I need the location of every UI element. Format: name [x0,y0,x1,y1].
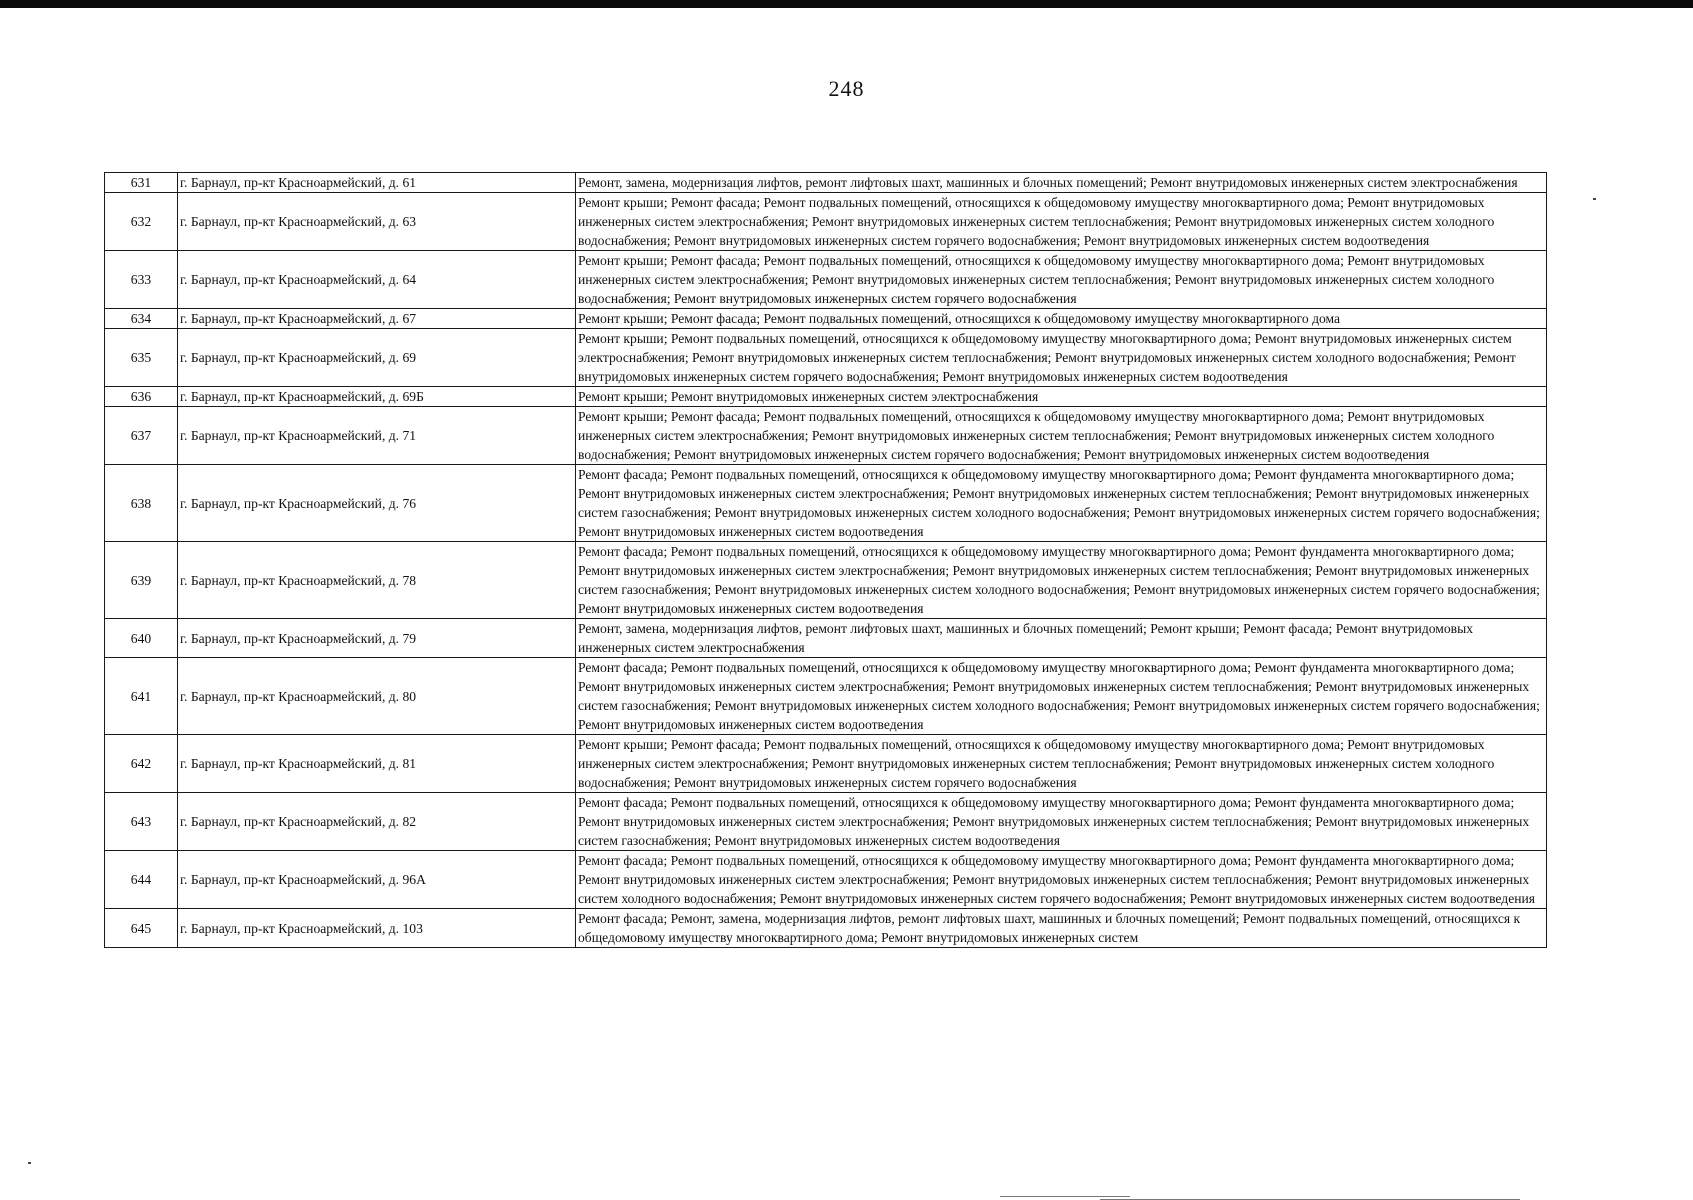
row-works: Ремонт фасада; Ремонт подвальных помещений, относящихся к общедомовому имуществу многоквартирного дома; Ремонт фундамента многоквартирного дома; Ремонт внутридомовых инженерных систем электроснабжения; Ремонт внутридомовых инженерных систем теплоснабжения; Ремонт внутридомовых инженерных систем газоснабжения; Ремонт внутридомовых инженерных систем холодного водоснабжения; Ремонт внутридомовых инженерных систем горячего водоснабжения; Ремонт внутридомовых инженерных систем водоотведения [576,542,1547,619]
scan-speck [28,1162,31,1164]
housing-repair-table [104,172,1547,948]
row-works: Ремонт, замена, модернизация лифтов, ремонт лифтовых шахт, машинных и блочных помещений; Ремонт крыши; Ремонт фасада; Ремонт внутридомовых инженерных систем электроснабжения [576,619,1547,658]
row-works: Ремонт крыши; Ремонт подвальных помещений, относящихся к общедомовому имуществу многоквартирного дома; Ремонт внутридомовых инженерных систем электроснабжения; Ремонт внутридомовых инженерных систем теплоснабжения; Ремонт внутридомовых инженерных систем холодного водоснабжения; Ремонт внутридомовых инженерных систем горячего водоснабжения; Ремонт внутридомовых инженерных систем водоотведения [576,329,1547,387]
row-address: г. Барнаул, пр-кт Красноармейский, д. 71 [178,407,576,465]
table-row [105,193,1547,251]
row-works: Ремонт крыши; Ремонт внутридомовых инженерных систем электроснабжения [576,387,1547,407]
row-works: Ремонт фасада; Ремонт подвальных помещений, относящихся к общедомовому имуществу многоквартирного дома; Ремонт фундамента многоквартирного дома; Ремонт внутридомовых инженерных систем электроснабжения; Ремонт внутридомовых инженерных систем теплоснабжения; Ремонт внутридомовых инженерных систем холодного водоснабжения; Ремонт внутридомовых инженерных систем горячего водоснабжения; Ремонт внутридомовых инженерных систем водоотведения [576,851,1547,909]
table-row [105,173,1547,193]
page-number: 248 [828,76,865,101]
table-row [105,909,1547,948]
row-address: г. Барнаул, пр-кт Красноармейский, д. 82 [178,793,576,851]
scan-top-border [0,0,1693,8]
row-address: г. Барнаул, пр-кт Красноармейский, д. 67 [178,309,576,329]
table-row [105,407,1547,465]
table-row [105,851,1547,909]
row-number: 643 [105,793,178,851]
row-number: 639 [105,542,178,619]
row-works: Ремонт крыши; Ремонт фасада; Ремонт подвальных помещений, относящихся к общедомовому имуществу многоквартирного дома [576,309,1547,329]
row-number: 640 [105,619,178,658]
row-works: Ремонт фасада; Ремонт подвальных помещений, относящихся к общедомовому имуществу многоквартирного дома; Ремонт фундамента многоквартирного дома; Ремонт внутридомовых инженерных систем электроснабжения; Ремонт внутридомовых инженерных систем теплоснабжения; Ремонт внутридомовых инженерных систем газоснабжения; Ремонт внутридомовых инженерных систем холодного водоснабжения; Ремонт внутридомовых инженерных систем горячего водоснабжения; Ремонт внутридомовых инженерных систем водоотведения [576,658,1547,735]
table-row [105,658,1547,735]
table-row [105,735,1547,793]
row-works: Ремонт крыши; Ремонт фасада; Ремонт подвальных помещений, относящихся к общедомовому имуществу многоквартирного дома; Ремонт внутридомовых инженерных систем электроснабжения; Ремонт внутридомовых инженерных систем теплоснабжения; Ремонт внутридомовых инженерных систем холодного водоснабжения; Ремонт внутридомовых инженерных систем горячего водоснабжения [576,735,1547,793]
table-row [105,619,1547,658]
row-address: г. Барнаул, пр-кт Красноармейский, д. 69 [178,329,576,387]
row-number: 644 [105,851,178,909]
row-works: Ремонт крыши; Ремонт фасада; Ремонт подвальных помещений, относящихся к общедомовому имуществу многоквартирного дома; Ремонт внутридомовых инженерных систем электроснабжения; Ремонт внутридомовых инженерных систем теплоснабжения; Ремонт внутридомовых инженерных систем холодного водоснабжения; Ремонт внутридомовых инженерных систем горячего водоснабжения [576,251,1547,309]
row-address: г. Барнаул, пр-кт Красноармейский, д. 96А [178,851,576,909]
row-address: г. Барнаул, пр-кт Красноармейский, д. 64 [178,251,576,309]
row-number: 637 [105,407,178,465]
row-works: Ремонт крыши; Ремонт фасада; Ремонт подвальных помещений, относящихся к общедомовому имуществу многоквартирного дома; Ремонт внутридомовых инженерных систем электроснабжения; Ремонт внутридомовых инженерных систем теплоснабжения; Ремонт внутридомовых инженерных систем холодного водоснабжения; Ремонт внутридомовых инженерных систем горячего водоснабжения; Ремонт внутридомовых инженерных систем водоотведения [576,407,1547,465]
row-number: 636 [105,387,178,407]
row-works: Ремонт фасада; Ремонт подвальных помещений, относящихся к общедомовому имуществу многоквартирного дома; Ремонт фундамента многоквартирного дома; Ремонт внутридомовых инженерных систем электроснабжения; Ремонт внутридомовых инженерных систем теплоснабжения; Ремонт внутридомовых инженерных систем газоснабжения; Ремонт внутридомовых инженерных систем холодного водоснабжения; Ремонт внутридомовых инженерных систем горячего водоснабжения; Ремонт внутридомовых инженерных систем водоотведения [576,465,1547,542]
row-works: Ремонт, замена, модернизация лифтов, ремонт лифтовых шахт, машинных и блочных помещений; Ремонт внутридомовых инженерных систем электроснабжения [576,173,1547,193]
row-works: Ремонт фасада; Ремонт, замена, модернизация лифтов, ремонт лифтовых шахт, машинных и блочных помещений; Ремонт подвальных помещений, относящихся к общедомовому имуществу многоквартирного дома; Ремонт внутридомовых инженерных систем [576,909,1547,948]
row-number: 638 [105,465,178,542]
row-address: г. Барнаул, пр-кт Красноармейский, д. 103 [178,909,576,948]
row-number: 633 [105,251,178,309]
table-row [105,251,1547,309]
table-body [105,173,1547,948]
row-address: г. Барнаул, пр-кт Красноармейский, д. 61 [178,173,576,193]
scan-speck [1593,198,1596,200]
row-number: 642 [105,735,178,793]
row-works: Ремонт крыши; Ремонт фасада; Ремонт подвальных помещений, относящихся к общедомовому имуществу многоквартирного дома; Ремонт внутридомовых инженерных систем электроснабжения; Ремонт внутридомовых инженерных систем теплоснабжения; Ремонт внутридомовых инженерных систем холодного водоснабжения; Ремонт внутридомовых инженерных систем горячего водоснабжения; Ремонт внутридомовых инженерных систем водоотведения [576,193,1547,251]
table-row [105,465,1547,542]
table-row [105,542,1547,619]
row-address: г. Барнаул, пр-кт Красноармейский, д. 80 [178,658,576,735]
row-address: г. Барнаул, пр-кт Красноармейский, д. 78 [178,542,576,619]
row-address: г. Барнаул, пр-кт Красноармейский, д. 63 [178,193,576,251]
row-number: 634 [105,309,178,329]
row-number: 635 [105,329,178,387]
row-number: 641 [105,658,178,735]
row-number: 645 [105,909,178,948]
table-row [105,329,1547,387]
row-address: г. Барнаул, пр-кт Красноармейский, д. 79 [178,619,576,658]
row-address: г. Барнаул, пр-кт Красноармейский, д. 76 [178,465,576,542]
row-address: г. Барнаул, пр-кт Красноармейский, д. 69Б [178,387,576,407]
row-number: 632 [105,193,178,251]
scan-artifact-line [1000,1196,1130,1197]
table-row [105,387,1547,407]
row-works: Ремонт фасада; Ремонт подвальных помещений, относящихся к общедомовому имуществу многоквартирного дома; Ремонт фундамента многоквартирного дома; Ремонт внутридомовых инженерных систем электроснабжения; Ремонт внутридомовых инженерных систем теплоснабжения; Ремонт внутридомовых инженерных систем газоснабжения; Ремонт внутридомовых инженерных систем водоотведения [576,793,1547,851]
table-row [105,309,1547,329]
table-row [105,793,1547,851]
row-number: 631 [105,173,178,193]
row-address: г. Барнаул, пр-кт Красноармейский, д. 81 [178,735,576,793]
